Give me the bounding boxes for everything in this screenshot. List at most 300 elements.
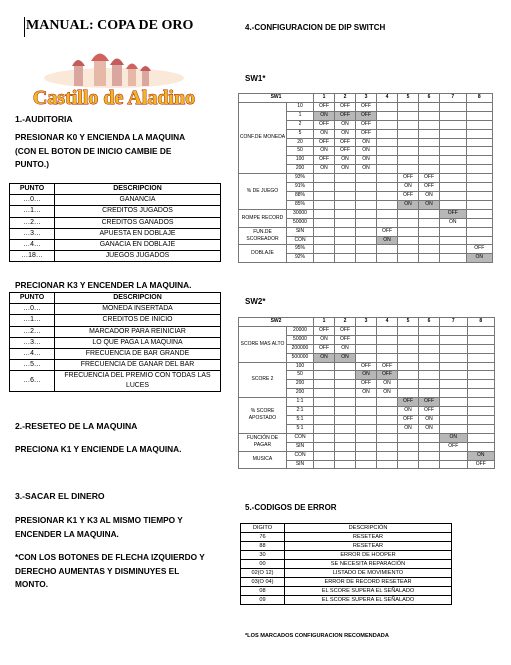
switch-state-cell [419, 245, 440, 254]
switch-state-cell [440, 147, 467, 156]
switch-header-cell: 4 [377, 94, 398, 103]
switch-state-cell [440, 415, 468, 424]
switch-state-cell [335, 380, 356, 389]
switch-state-cell: ON [335, 353, 356, 362]
section-5-heading: 5.-CODIGOS DE ERROR [245, 503, 337, 512]
switch-state-cell [419, 380, 440, 389]
switch-state-cell [356, 200, 377, 209]
switch-state-cell: OFF [314, 120, 335, 129]
switch-state-cell: OFF [440, 442, 468, 451]
error-description: RESETEAR [285, 533, 452, 542]
switch-state-cell [356, 433, 377, 442]
section-3-heading: 3.-SACAR EL DINERO [15, 491, 105, 501]
cell: …3… [10, 337, 55, 348]
switch-option-value: 91% [287, 183, 314, 192]
switch-state-cell [377, 156, 398, 165]
header-cell: PUNTO [10, 293, 55, 304]
header-cell: DESCRIPCION [55, 184, 221, 195]
section-2-text: PRECIONA K1 Y ENCIENDE LA MAQUINA. [15, 444, 182, 454]
cell: …4… [10, 348, 55, 359]
switch-state-cell [335, 415, 356, 424]
switch-option-value: 20 [287, 138, 314, 147]
switch-state-cell: ON [335, 165, 356, 174]
switch-state-cell [467, 415, 495, 424]
switch-option-value: SIN [287, 460, 314, 469]
switch-state-cell [398, 335, 419, 344]
switch-state-cell [314, 433, 335, 442]
table-row [10, 348, 221, 359]
intro-line: PUNTO.) [15, 159, 49, 170]
switch-state-cell [440, 245, 467, 254]
table-row [10, 326, 221, 337]
switch-state-cell [335, 424, 356, 433]
text-line: *CON LOS BOTONES DE FLECHA IZQUIERDO Y [15, 552, 205, 562]
switch-state-cell [440, 335, 468, 344]
switch-state-cell [467, 424, 495, 433]
switch-state-cell: ON [356, 389, 377, 398]
error-description: RESETEAR [285, 542, 452, 551]
switch-state-cell [314, 451, 335, 460]
section-4-heading: 4.-CONFIGURACION DE DIP SWITCH [245, 23, 386, 32]
switch-state-cell [419, 335, 440, 344]
text-line: PRESIONAR K1 Y K3 AL MISMO TIEMPO Y [15, 515, 183, 525]
cell: …0… [10, 195, 55, 206]
switch-option-value: CON [287, 451, 314, 460]
switch-state-cell [314, 460, 335, 469]
switch-state-cell [440, 227, 467, 236]
switch-state-cell: OFF [356, 111, 377, 120]
error-row [241, 551, 452, 560]
switch-state-cell: ON [356, 156, 377, 165]
switch-state-cell [398, 344, 419, 353]
switch-row [239, 451, 495, 460]
switch-state-cell [467, 362, 495, 371]
switch-state-cell [440, 120, 467, 129]
switch-state-cell [377, 120, 398, 129]
switch-state-cell [466, 183, 493, 192]
table-row [10, 217, 221, 228]
cell: CREDITOS JUGADOS [55, 206, 221, 217]
audit-table-k0 [9, 183, 221, 262]
switch-option-value: 200 [287, 165, 314, 174]
switch-state-cell [466, 174, 493, 183]
switch-state-cell [419, 389, 440, 398]
switch-state-cell [356, 245, 377, 254]
switch-state-cell [314, 218, 335, 227]
switch-state-cell: OFF [466, 245, 493, 254]
switch-state-cell: OFF [398, 415, 419, 424]
cell: FRECUENCIA DEL PREMIO CON TODAS LAS LUCES [55, 371, 221, 392]
switch-state-cell [466, 111, 493, 120]
switch-option-value: 200 [287, 380, 314, 389]
cell: GANANCIA [55, 195, 221, 206]
switch-state-cell [398, 236, 419, 245]
switch-state-cell [356, 209, 377, 218]
switch-state-cell [377, 451, 398, 460]
switch-state-cell [398, 451, 419, 460]
switch-state-cell: OFF [335, 326, 356, 335]
switch-state-cell [314, 380, 335, 389]
switch-option-value: 30000 [287, 209, 314, 218]
switch-row [239, 362, 495, 371]
switch-state-cell: ON [419, 415, 440, 424]
switch-state-cell [419, 371, 440, 380]
switch-header-cell: 5 [398, 94, 419, 103]
switch-option-value: 100 [287, 156, 314, 165]
switch-state-cell: OFF [335, 102, 356, 111]
switch-state-cell [440, 424, 468, 433]
switch-header-cell: 7 [440, 318, 468, 327]
switch-state-cell [335, 183, 356, 192]
cell: …6… [10, 371, 55, 392]
switch-state-cell [335, 407, 356, 416]
error-code: 03(O 04) [241, 578, 285, 587]
error-description: ERROR DE HOOPER [285, 551, 452, 560]
error-description: EL SCORE SUPERA EL SEÑALADO [285, 596, 452, 605]
switch-state-cell: OFF [356, 102, 377, 111]
switch-state-cell [440, 236, 467, 245]
switch-state-cell: ON [377, 236, 398, 245]
switch-state-cell: OFF [419, 174, 440, 183]
switch-state-cell [398, 138, 419, 147]
text-line: DERECHO AUMENTAS Y DISMINUYES EL [15, 565, 180, 576]
switch-header-cell: 8 [467, 318, 495, 327]
switch-state-cell [467, 389, 495, 398]
switch-state-cell [440, 102, 467, 111]
switch-header-cell: 5 [398, 318, 419, 327]
switch-state-cell: ON [419, 200, 440, 209]
switch-state-cell: OFF [467, 460, 495, 469]
switch-header-cell: 1 [314, 94, 335, 103]
switch-group-label: FUNCIÓN DE PAGAR [239, 433, 287, 451]
switch-header-cell: 2 [335, 94, 356, 103]
switch-state-cell [419, 344, 440, 353]
error-row [241, 569, 452, 578]
cell: APUESTA EN DOBLAJE [55, 228, 221, 239]
switch-option-value: 1:1 [287, 398, 314, 407]
switch-state-cell [466, 156, 493, 165]
switch-state-cell: ON [314, 335, 335, 344]
switch-state-cell [377, 218, 398, 227]
switch-state-cell: ON [335, 344, 356, 353]
section-2-heading: 2.-RESETEO DE LA MAQUINA [15, 421, 138, 431]
cell: …5… [10, 360, 55, 371]
switch-state-cell [314, 424, 335, 433]
table-row [10, 304, 221, 315]
switch-header-cell: SW2 [239, 318, 314, 327]
error-row [241, 587, 452, 596]
cell: …1… [10, 206, 55, 217]
switch-state-cell [419, 156, 440, 165]
switch-state-cell: OFF [377, 371, 398, 380]
switch-state-cell [356, 442, 377, 451]
header-cell: PUNTO [10, 184, 55, 195]
switch-row [239, 102, 493, 111]
sw1-table [238, 93, 493, 263]
switch-state-cell [419, 254, 440, 263]
switch-state-cell [377, 165, 398, 174]
switch-state-cell [377, 111, 398, 120]
logo-text: Castillo de Aladino [32, 87, 196, 109]
table-row [10, 195, 221, 206]
switch-state-cell [419, 362, 440, 371]
switch-state-cell [335, 371, 356, 380]
switch-state-cell [466, 227, 493, 236]
switch-state-cell [440, 254, 467, 263]
title-cursor [24, 17, 25, 37]
switch-state-cell [398, 371, 419, 380]
switch-state-cell: ON [335, 129, 356, 138]
switch-state-cell [335, 398, 356, 407]
switch-state-cell [377, 442, 398, 451]
switch-state-cell [335, 236, 356, 245]
switch-state-cell [356, 415, 377, 424]
switch-state-cell: OFF [419, 183, 440, 192]
switch-state-cell [440, 407, 468, 416]
switch-state-cell: ON [398, 183, 419, 192]
switch-state-cell [356, 407, 377, 416]
switch-state-cell [440, 111, 467, 120]
switch-state-cell [314, 209, 335, 218]
switch-state-cell [440, 326, 468, 335]
switch-state-cell: ON [314, 353, 335, 362]
cell: FRECUENCIA DE GANAR DEL BAR [55, 360, 221, 371]
switch-state-cell [466, 102, 493, 111]
switch-option-value: CON [287, 236, 314, 245]
table-row [10, 360, 221, 371]
switch-option-value: 92% [287, 254, 314, 263]
switch-state-cell: ON [377, 380, 398, 389]
switch-state-cell [356, 326, 377, 335]
switch-state-cell: ON [398, 424, 419, 433]
switch-state-cell [419, 218, 440, 227]
cell: …3… [10, 228, 55, 239]
switch-state-cell [398, 209, 419, 218]
table-row [10, 337, 221, 348]
switch-state-cell [314, 398, 335, 407]
switch-option-value: SIN [287, 227, 314, 236]
error-row [241, 542, 452, 551]
switch-state-cell: OFF [335, 147, 356, 156]
footnote: *LOS MARCADOS CONFIGURACION RECOMENDADA [245, 633, 389, 639]
switch-state-cell [419, 460, 440, 469]
switch-option-value: 50000 [287, 335, 314, 344]
switch-state-cell [314, 227, 335, 236]
switch-state-cell [335, 191, 356, 200]
switch-state-cell [467, 353, 495, 362]
switch-state-cell: ON [314, 129, 335, 138]
switch-state-cell [440, 200, 467, 209]
switch-state-cell [440, 380, 468, 389]
switch-state-cell: OFF [377, 227, 398, 236]
switch-state-cell [335, 451, 356, 460]
audit-table-k3 [9, 292, 221, 392]
switch-state-cell [440, 165, 467, 174]
switch-state-cell [314, 200, 335, 209]
switch-option-value: 93% [287, 174, 314, 183]
switch-state-cell [377, 335, 398, 344]
switch-group-label: SCORE MAS ALTO [239, 326, 287, 362]
switch-group-label: DOBLAJE [239, 245, 287, 263]
switch-state-cell [466, 209, 493, 218]
switch-state-cell [377, 174, 398, 183]
switch-state-cell [356, 227, 377, 236]
switch-state-cell [335, 460, 356, 469]
switch-state-cell [398, 254, 419, 263]
switch-state-cell: ON [440, 218, 467, 227]
switch-state-cell: OFF [314, 344, 335, 353]
switch-state-cell [398, 227, 419, 236]
switch-state-cell [419, 102, 440, 111]
switch-state-cell [467, 398, 495, 407]
switch-row [239, 245, 493, 254]
cell: GANACIA EN DOBLAJE [55, 239, 221, 250]
section-1-heading: 1.-AUDITORIA [15, 114, 73, 124]
switch-state-cell: OFF [314, 156, 335, 165]
error-row [241, 578, 452, 587]
switch-state-cell [440, 183, 467, 192]
switch-state-cell [419, 236, 440, 245]
switch-state-cell [314, 236, 335, 245]
switch-state-cell [419, 209, 440, 218]
error-code: 00 [241, 560, 285, 569]
switch-row [239, 209, 493, 218]
switch-state-cell [440, 460, 468, 469]
switch-state-cell [440, 191, 467, 200]
switch-row [239, 398, 495, 407]
text-line: MONTO. [15, 579, 49, 590]
switch-state-cell [467, 326, 495, 335]
switch-state-cell [356, 344, 377, 353]
switch-state-cell [398, 165, 419, 174]
switch-state-cell [314, 371, 335, 380]
switch-state-cell: ON [356, 138, 377, 147]
switch-state-cell: OFF [356, 380, 377, 389]
k3-instruction: PRECIONAR K3 Y ENCENDER LA MAQUINA. [15, 280, 192, 290]
intro-line: (CON EL BOTON DE INICIO CAMBIE DE [15, 145, 172, 156]
cell: …18… [10, 251, 55, 262]
switch-state-cell [466, 120, 493, 129]
switch-state-cell [314, 362, 335, 371]
switch-state-cell: ON [398, 200, 419, 209]
switch-state-cell [377, 326, 398, 335]
switch-state-cell [467, 407, 495, 416]
table-row [10, 228, 221, 239]
switch-state-cell [398, 326, 419, 335]
switch-state-cell [377, 183, 398, 192]
switch-row [239, 326, 495, 335]
switch-state-cell [419, 138, 440, 147]
error-row [241, 533, 452, 542]
switch-state-cell: OFF [356, 129, 377, 138]
switch-state-cell [466, 200, 493, 209]
switch-state-cell [314, 245, 335, 254]
switch-state-cell: OFF [398, 174, 419, 183]
switch-state-cell [377, 245, 398, 254]
switch-state-cell: ON [314, 111, 335, 120]
switch-option-value: 5:1 [287, 415, 314, 424]
switch-state-cell [466, 129, 493, 138]
switch-header-cell: 4 [377, 318, 398, 327]
switch-state-cell: OFF [356, 362, 377, 371]
page-title: MANUAL: COPA DE ORO [26, 18, 194, 33]
switch-state-cell [440, 344, 468, 353]
switch-state-cell [335, 227, 356, 236]
switch-state-cell: ON [356, 147, 377, 156]
switch-header-cell: SW1 [239, 94, 314, 103]
switch-state-cell [377, 102, 398, 111]
switch-state-cell [466, 191, 493, 200]
switch-state-cell: OFF [335, 335, 356, 344]
switch-group-label: % DE JUEGO [239, 174, 287, 210]
switch-state-cell [419, 120, 440, 129]
switch-state-cell [377, 415, 398, 424]
switch-option-value: 200000 [287, 344, 314, 353]
switch-state-cell: ON [467, 451, 495, 460]
switch-state-cell [398, 147, 419, 156]
switch-state-cell [467, 335, 495, 344]
cell: JUEGOS JUGADOS [55, 251, 221, 262]
switch-state-cell: OFF [377, 362, 398, 371]
text-line: ENCENDER LA MAQUINA. [15, 528, 119, 539]
switch-state-cell [398, 442, 419, 451]
error-code: 09 [241, 596, 285, 605]
switch-state-cell [356, 174, 377, 183]
switch-state-cell [440, 362, 468, 371]
switch-state-cell: ON [314, 147, 335, 156]
switch-header-cell: 8 [466, 94, 493, 103]
switch-state-cell [467, 380, 495, 389]
cell: …4… [10, 239, 55, 250]
switch-state-cell [314, 389, 335, 398]
switch-state-cell [466, 218, 493, 227]
switch-state-cell [377, 138, 398, 147]
switch-state-cell [356, 353, 377, 362]
switch-state-cell: ON [335, 156, 356, 165]
switch-state-cell: ON [314, 165, 335, 174]
switch-state-cell [314, 442, 335, 451]
switch-state-cell [356, 424, 377, 433]
switch-header-cell: 6 [419, 318, 440, 327]
castle-illustration [44, 54, 184, 89]
error-header-cell: DIGITO [241, 524, 285, 533]
switch-state-cell: OFF [335, 138, 356, 147]
switch-header-cell: 1 [314, 318, 335, 327]
switch-state-cell [440, 353, 468, 362]
switch-option-value: 5:1 [287, 424, 314, 433]
switch-state-cell [377, 191, 398, 200]
switch-state-cell: OFF [314, 102, 335, 111]
switch-option-value: 50000 [287, 218, 314, 227]
section-3-note [15, 551, 205, 592]
switch-option-value: 95% [287, 245, 314, 254]
switch-state-cell [419, 111, 440, 120]
switch-state-cell [335, 362, 356, 371]
switch-state-cell [356, 460, 377, 469]
switch-state-cell: ON [440, 433, 468, 442]
table-row [10, 206, 221, 217]
error-row [241, 596, 452, 605]
switch-state-cell [440, 398, 468, 407]
switch-state-cell [419, 433, 440, 442]
switch-option-value: 2:1 [287, 407, 314, 416]
table-row [10, 251, 221, 262]
switch-state-cell [398, 218, 419, 227]
error-description: SE NECESITA REPARACIÓN [285, 560, 452, 569]
switch-state-cell [335, 218, 356, 227]
switch-group-label: MUSICA [239, 451, 287, 469]
table-row [10, 371, 221, 392]
